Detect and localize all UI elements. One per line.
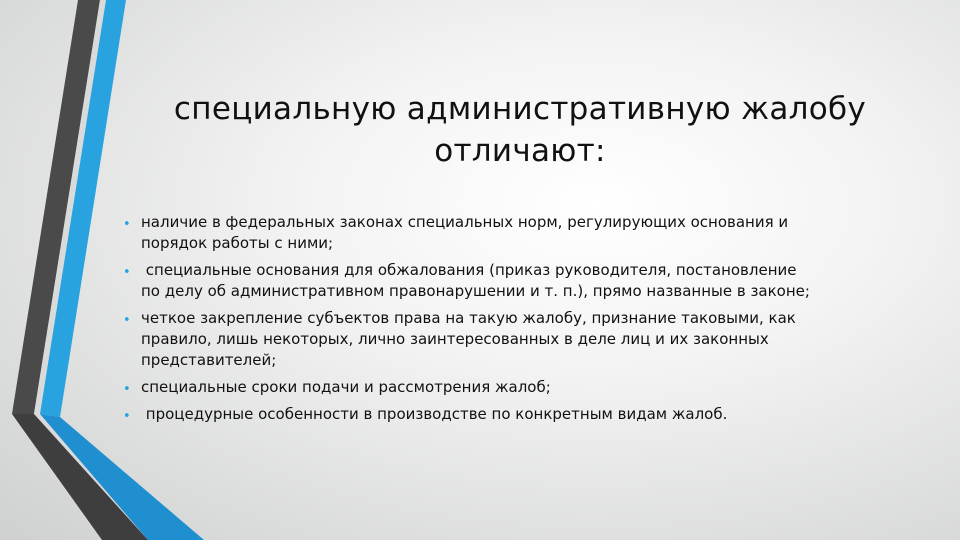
- slide-title-line-2: отличают:: [434, 133, 606, 169]
- bullet-item: [120, 308, 895, 371]
- bullet-item: [120, 377, 895, 398]
- bullet-dot-icon: •: [123, 409, 131, 424]
- bullet-dot-icon: •: [123, 265, 131, 280]
- slide-title: [120, 88, 920, 172]
- bullet-dot-icon: •: [123, 217, 131, 232]
- bullet-text-line: правило, лишь некоторых, лично заинтересованных в деле лиц и их законных: [141, 330, 769, 348]
- bullet-text-line: четкое закрепление субъектов права на такую жалобу, признание таковыми, как: [141, 309, 796, 327]
- bullet-text-line: специальные сроки подачи и рассмотрения жалоб;: [141, 378, 551, 396]
- bullet-item: [120, 260, 895, 302]
- bullet-text-line: по делу об административном правонарушении и т. п.), прямо названные в законе;: [141, 282, 810, 300]
- bullet-text-line: порядок работы с ними;: [141, 234, 334, 252]
- bullet-list: [120, 212, 895, 431]
- bullet-text-line: процедурные особенности в производстве по конкретным видам жалоб.: [141, 405, 728, 423]
- bullet-item: [120, 404, 895, 425]
- bullet-text-line: наличие в федеральных законах специальных норм, регулирующих основания и: [141, 213, 789, 231]
- bullet-item: [120, 212, 895, 254]
- bullet-dot-icon: •: [123, 313, 131, 328]
- slide-title-line-1: специальную административную жалобу: [173, 91, 867, 127]
- bullet-text-line: специальные основания для обжалования (приказ руководителя, постановление: [141, 261, 797, 279]
- bullet-text-line: представителей;: [141, 351, 277, 369]
- bullet-dot-icon: •: [123, 382, 131, 397]
